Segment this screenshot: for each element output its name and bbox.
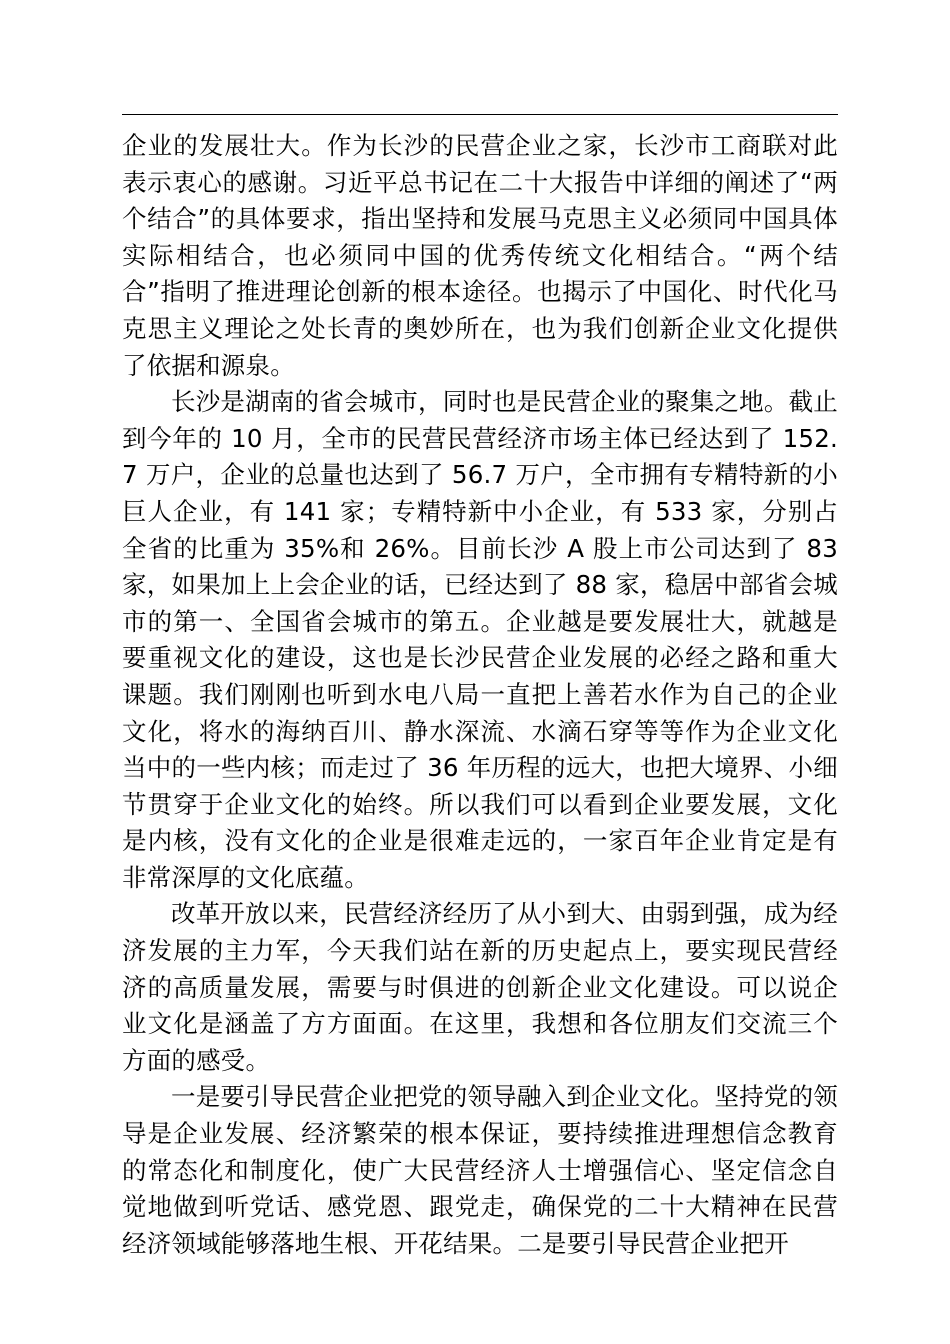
paragraph-4: 一是要引导民营企业把党的领导融入到企业文化。坚持党的领导是企业发展、经济繁荣的根本保证，要持续推进理想信念教育的常态化和制度化，使广大民营经济人士增强信心、坚定信念自觉地做到听党话、感党恩、跟党走，确保党的二十大精神在民营经济领域能够落地生根、开花结果。二是要引导民营企业把开: [122, 1082, 838, 1258]
paragraph-1: 企业的发展壮大。作为长沙的民营企业之家，长沙市工商联对此表示衷心的感谢。习近平总书记在二十大报告中详细的阐述了“两个结合”的具体要求，指出坚持和发展马克思主义必须同中国具体实际相结合，也必须同中国的优秀传统文化相结合。“两个结合”指明了推进理论创新的根本途径。也揭示了中国化、时代化马克思主义理论之处长青的奥妙所在，也为我们创新企业文化提供了依据和源泉。: [122, 131, 838, 380]
paragraph-2: 长沙是湖南的省会城市，同时也是民营企业的聚集之地。截止到今年的 10 月，全市的民营民营经济市场主体已经达到了 152.7 万户，企业的总量也达到了 56.7 万户，全市拥有专精特新的小巨人企业，有 141 家；专精特新中小企业，有 533 家，分别占全省的比重为 35%和 26%。目前长沙 A 股上市公司达到了 83 家，如果加上上会企业的话，已经达到了 88 家，稳居中部省会城市的第一、全国省会城市的第五。企业越是要发展壮大，就越是要重视文化的建设，这也是长沙民营企业发展的必经之路和重大课题。我们刚刚也听到水电八局一直把上善若水作为自己的企业文化，将水的海纳百川、静水深流、水滴石穿等等作为企业文化当中的一些内核；而走过了 36 年历程的远大，也把大境界、小细节贯穿于企业文化的始终。所以我们可以看到企业要发展，文化是内核，没有文化的企业是很难走远的，一家百年企业肯定是有非常深厚的文化底蕴。: [122, 387, 838, 892]
document-body: [122, 128, 838, 1262]
paragraph-3: 改革开放以来，民营经济经历了从小到大、由弱到强，成为经济发展的主力军，今天我们站在新的历史起点上，要实现民营经济的高质量发展，需要与时俱进的创新企业文化建设。可以说企业文化是涵盖了方方面面。在这里，我想和各位朋友们交流三个方面的感受。: [122, 899, 838, 1075]
header-rule: [122, 114, 838, 115]
